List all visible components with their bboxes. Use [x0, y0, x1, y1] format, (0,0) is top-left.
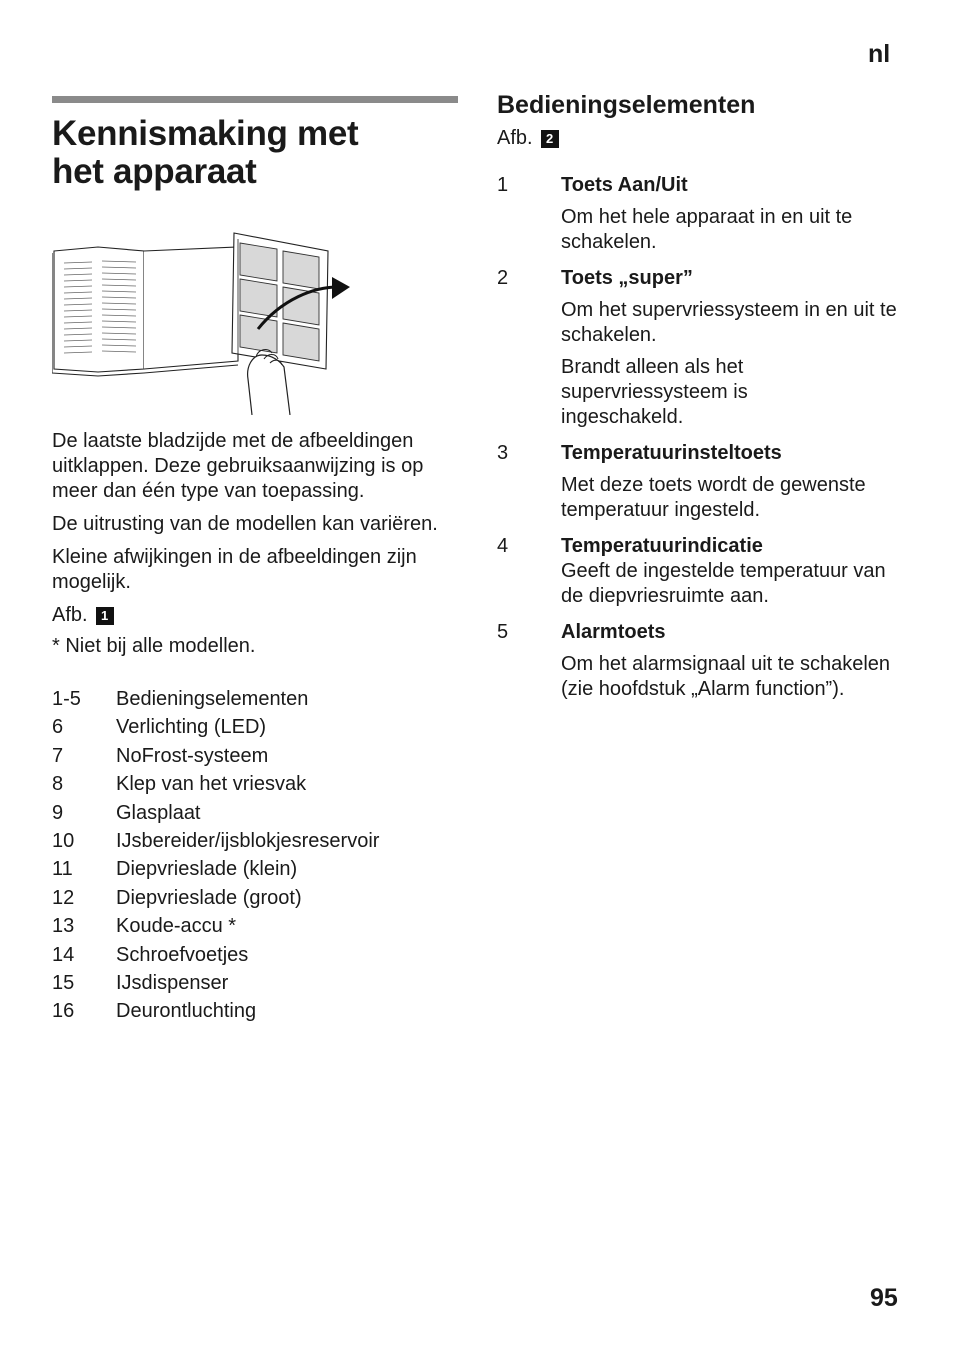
page-number: 95 — [870, 1284, 898, 1312]
control-description: Om het alarmsignaal uit te schakelen (zie hoofdstuk „Alarm function”). — [561, 653, 891, 700]
controls-heading: Bedieningselementen — [497, 91, 756, 119]
control-number: 3 — [497, 442, 509, 464]
legend-item — [52, 855, 458, 883]
legend-number: 6 — [52, 716, 64, 739]
control-description: Om het supervriessysteem in en uit te schakelen. — [561, 299, 897, 346]
left-column — [52, 96, 458, 1026]
legend-label: Klep van het vriesvak — [116, 773, 307, 796]
intro-paragraph: De laatste bladzijde met de afbeeldingen uitklappen. Deze gebruiksaanwijzing is op meer dan één type van toepassing. — [52, 430, 424, 502]
legend-label: IJsbereider/ijsblokjesreservoir — [116, 830, 380, 853]
legend-item — [52, 884, 458, 912]
legend-number: 12 — [52, 886, 75, 909]
legend-number: 15 — [52, 972, 75, 995]
legend-label: Deurontluchting — [116, 1000, 257, 1023]
right-column — [497, 88, 897, 713]
control-title: Temperatuurinsteltoets — [561, 442, 782, 464]
control-item — [497, 534, 897, 616]
legend-item — [52, 770, 458, 798]
control-title: Alarmtoets — [561, 621, 666, 643]
figure-number-badge: 1 — [96, 607, 114, 625]
control-description: Met deze toets wordt de gewenste temperatuur ingesteld. — [561, 474, 866, 521]
control-item — [497, 620, 897, 709]
legend-number: 10 — [52, 830, 75, 853]
control-number: 4 — [497, 535, 509, 557]
legend-label: Diepvrieslade (klein) — [116, 858, 298, 881]
control-description: Brandt alleen als het supervriessysteem is ingeschakeld. — [561, 356, 748, 428]
control-description: Geeft de ingestelde temperatuur van de diepvriesruimte aan. — [561, 560, 886, 607]
fold-out-manual-illustration — [52, 229, 352, 415]
page-title — [52, 115, 458, 191]
legend-label: Diepvrieslade (groot) — [116, 886, 302, 909]
legend-number: 11 — [52, 858, 73, 881]
legend-number: 14 — [52, 943, 75, 966]
legend-item — [52, 941, 458, 969]
controls-list — [497, 173, 897, 709]
control-item — [497, 441, 897, 530]
equipment-note: De uitrusting van de modellen kan variëren. — [52, 513, 438, 535]
figure-label: Afb. — [497, 127, 533, 149]
legend-item — [52, 742, 458, 770]
title-line-2: het apparaat — [52, 152, 257, 191]
legend-item — [52, 969, 458, 997]
deviation-note: Kleine afwijkingen in de afbeeldingen zijn mogelijk. — [52, 546, 417, 593]
legend-number: 1-5 — [52, 688, 81, 710]
legend-number: 8 — [52, 773, 64, 796]
legend-label: NoFrost-systeem — [116, 744, 269, 767]
legend-label: Verlichting (LED) — [116, 716, 267, 739]
figure-reference — [52, 603, 458, 628]
control-item — [497, 266, 897, 437]
legend-number: 13 — [52, 915, 75, 938]
component-legend — [52, 685, 458, 1026]
legend-item — [52, 685, 458, 713]
legend-label: Koude-accu * — [116, 915, 237, 938]
control-number: 1 — [497, 174, 509, 196]
legend-item — [52, 997, 458, 1025]
legend-item — [52, 827, 458, 855]
legend-label: Bedieningselementen — [116, 688, 309, 710]
language-label: nl — [868, 40, 891, 68]
legend-number: 9 — [52, 801, 64, 824]
legend-label: Schroefvoetjes — [116, 943, 249, 966]
title-line-1: Kennismaking met — [52, 114, 359, 153]
legend-label: IJsdispenser — [116, 972, 229, 995]
control-title: Toets „super” — [561, 267, 693, 289]
control-description: Om het hele apparaat in en uit te schakelen. — [561, 206, 853, 253]
legend-item — [52, 912, 458, 940]
footnote: * Niet bij alle modellen. — [52, 635, 256, 657]
figure-reference — [497, 126, 897, 151]
legend-item — [52, 713, 458, 741]
legend-number: 7 — [52, 744, 64, 767]
control-title: Temperatuurindicatie — [561, 535, 763, 557]
figure-label: Afb. — [52, 604, 88, 626]
legend-item — [52, 799, 458, 827]
section-rule — [52, 96, 458, 103]
figure-number-badge: 2 — [541, 130, 559, 148]
control-title: Toets Aan/Uit — [561, 174, 688, 196]
legend-number: 16 — [52, 1000, 75, 1023]
legend-label: Glasplaat — [116, 801, 201, 824]
control-item — [497, 173, 897, 262]
control-number: 2 — [497, 267, 509, 289]
control-number: 5 — [497, 621, 509, 643]
